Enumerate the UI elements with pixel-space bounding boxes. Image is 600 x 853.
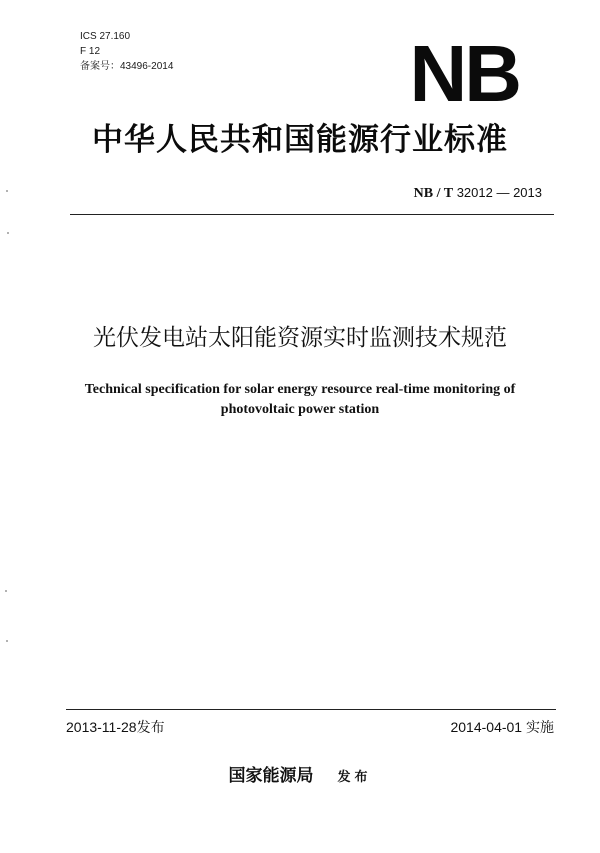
scan-speck (5, 590, 7, 592)
publisher-line (0, 764, 600, 790)
scan-speck (6, 640, 8, 642)
publisher-name: 国家能源局 (228, 766, 314, 786)
english-title-line-2: photovoltaic power station (220, 402, 380, 417)
bottom-divider (66, 709, 556, 710)
standard-number-value: 32012 — 2013 (456, 185, 542, 200)
scan-speck (7, 232, 9, 234)
publisher-action: 发布 (337, 770, 372, 785)
publish-date: 2013-11-28发布 (66, 719, 165, 735)
organization-title: 中华人民共和国能源行业标准 (92, 122, 508, 158)
standard-number (0, 185, 542, 202)
ics-code: ICS 27.160 (80, 31, 131, 42)
standard-code: NB / T (413, 186, 454, 201)
classification-code: F 12 (80, 46, 101, 57)
implement-date: 2014-04-01 实施 (450, 719, 554, 735)
filing-number: 备案号：43496-2014 (80, 61, 174, 72)
nb-logo: NB (409, 29, 519, 118)
english-title-line-1: Technical specification for solar energy resource real-time monitoring of (84, 382, 516, 397)
top-divider (70, 214, 554, 215)
scan-speck (6, 190, 8, 192)
chinese-title: 光伏发电站太阳能资源实时监测技术规范 (93, 325, 507, 351)
